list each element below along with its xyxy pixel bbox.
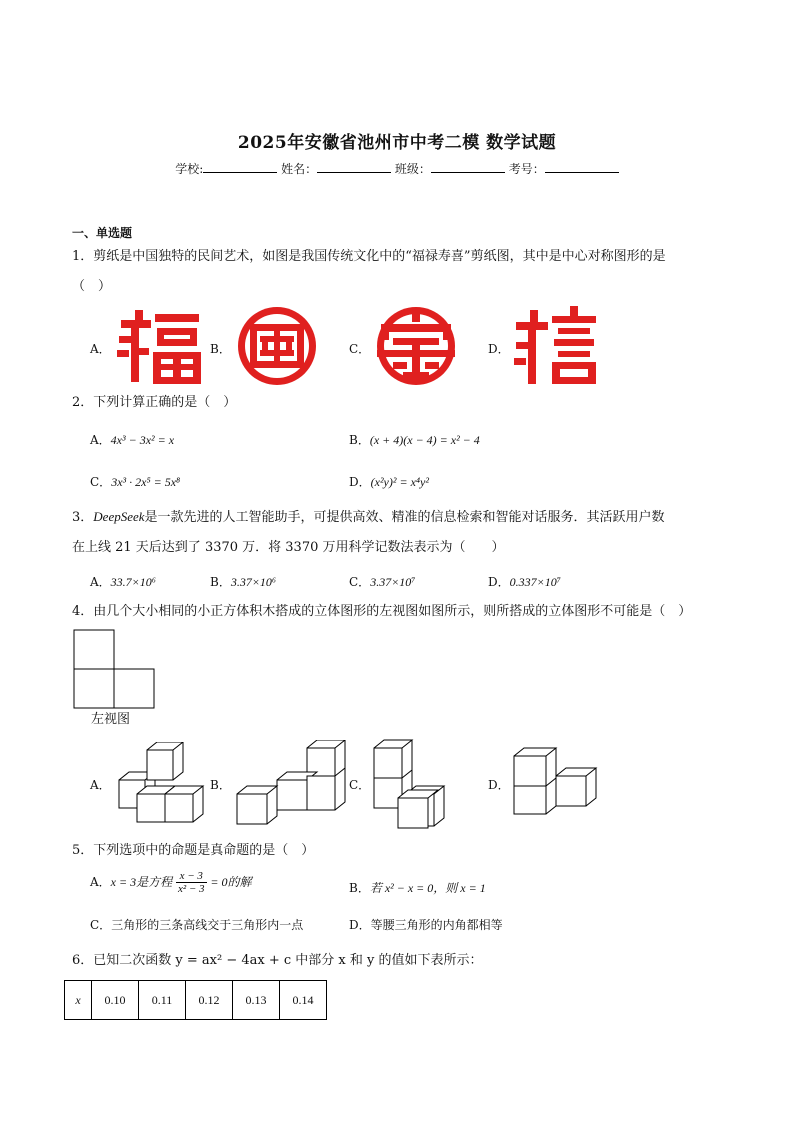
shou-papercut-image <box>375 306 457 386</box>
q1-option-d-label[interactable]: D． <box>488 342 510 356</box>
q4-option-b-label[interactable]: B． <box>210 778 231 792</box>
exam-no-label: 考号： <box>508 162 545 176</box>
q5-option-c[interactable] <box>90 916 303 933</box>
q5-b-label: B． <box>349 881 370 895</box>
q2-a-expr: 4x³ − 3x² = x <box>110 433 175 447</box>
class-blank[interactable] <box>431 161 505 173</box>
q1-stem-line1: 1．剪纸是中国独特的民间艺术，如图是我国传统文化中的“福禄寿喜”剪纸图，其中是中心对称图形的是 <box>72 249 666 264</box>
q2-option-d[interactable] <box>349 473 429 490</box>
q3-line1-text: 是一款先进的人工智能助手，可提供高效、精准的信息检索和智能对话服务．其活跃用户数 <box>144 510 665 525</box>
q1-option-c-label[interactable]: C． <box>349 342 371 356</box>
q2-d-label: D． <box>349 475 371 489</box>
fu-papercut-image <box>117 306 201 386</box>
q1-option-b-label[interactable]: B． <box>210 342 231 356</box>
q4-option-a-label[interactable]: A． <box>90 778 111 792</box>
q5-option-d[interactable] <box>349 916 503 933</box>
q3-a-expr: 33.7×10⁶ <box>110 575 156 589</box>
q4-cube-figure-c <box>372 738 452 830</box>
name-blank[interactable] <box>317 161 391 173</box>
xi-papercut-image <box>514 306 598 386</box>
q5-d-text: 等腰三角形的内角都相等 <box>370 918 503 932</box>
q2-c-expr: 3x³ · 2x⁵ = 5x⁸ <box>111 475 181 489</box>
q1-stem-line2: （ ） <box>72 279 112 294</box>
left-view-caption: 左视图 <box>91 712 131 727</box>
q4-option-d-label[interactable]: D． <box>488 778 510 792</box>
q2-c-label: C． <box>90 475 112 489</box>
q4-cube-figure-b <box>235 740 351 826</box>
table-cell: 0.14 <box>280 981 327 1020</box>
q4-option-c-label[interactable]: C． <box>349 778 371 792</box>
q5-a-post: = 0的解 <box>210 875 252 889</box>
section-heading: 一、单选题 <box>72 226 133 240</box>
q2-b-label: B． <box>349 433 370 447</box>
school-label: 学校: <box>175 162 204 176</box>
table-header-cell: x <box>65 981 92 1020</box>
name-label: 姓名： <box>281 162 318 176</box>
q3-a-label: A． <box>90 575 111 589</box>
q3-stem-line2: 在上线 21 天后达到了 3370 万．将 3370 万用科学记数法表示为（ ） <box>72 540 505 555</box>
q5-a-denominator: x² − 3 <box>177 883 205 895</box>
table-cell: 0.10 <box>92 981 139 1020</box>
q5-a-pre: x = 3是方程 <box>110 875 173 889</box>
q4-stem: 4．由几个大小相同的小正方体积木搭成的立体图形的左视图如图所示，则所搭成的立体图形不可能是（ ） <box>72 604 692 619</box>
q6-stem: 6．已知二次函数 y = ax² − 4ax + c 中部分 x 和 y 的值如下表所示： <box>72 953 483 968</box>
q3-d-label: D． <box>488 575 510 589</box>
q5-option-b[interactable] <box>349 879 486 896</box>
q3-number: 3． <box>72 510 94 525</box>
q3-c-label: C． <box>349 575 371 589</box>
q5-d-label: D． <box>349 918 371 932</box>
left-view-diagram <box>73 629 157 711</box>
q4-cube-figure-d <box>510 744 598 816</box>
q3-stem-line1 <box>72 508 665 527</box>
q2-stem: 2．下列计算正确的是（ ） <box>72 395 237 410</box>
exam-no-blank[interactable] <box>545 161 619 173</box>
q4-cube-figure-a <box>115 742 211 824</box>
q2-d-expr: (x²y)² = x⁴y² <box>370 475 429 489</box>
q3-option-a[interactable] <box>90 573 156 590</box>
q5-stem: 5．下列选项中的命题是真命题的是（ ） <box>72 843 315 858</box>
q2-a-label: A． <box>90 433 111 447</box>
q5-c-text: 三角形的三条高线交于三角形内一点 <box>111 918 304 932</box>
q2-option-c[interactable] <box>90 473 180 490</box>
q5-a-label: A． <box>90 875 111 889</box>
q5-b-text: 若 x² − x = 0，则 x = 1 <box>369 881 486 895</box>
lu-papercut-image <box>236 306 318 386</box>
q2-option-a[interactable] <box>90 431 174 448</box>
table-cell: 0.13 <box>233 981 280 1020</box>
school-blank[interactable] <box>203 161 277 173</box>
q3-b-label: B． <box>210 575 231 589</box>
q3-b-expr: 3.37×10⁶ <box>230 575 277 589</box>
q3-option-b[interactable] <box>210 573 276 590</box>
q5-option-a[interactable] <box>90 870 251 895</box>
q2-b-expr: (x + 4)(x − 4) = x² − 4 <box>369 433 480 447</box>
q3-d-expr: 0.337×10⁷ <box>509 575 561 589</box>
q5-a-fraction <box>176 870 207 895</box>
q3-brand: DeepSeek <box>93 509 145 524</box>
page-title: 2025年安徽省池州市中考二模 数学试题 <box>237 133 557 153</box>
q2-option-b[interactable] <box>349 431 480 448</box>
q5-a-numerator: x − 3 <box>176 870 207 883</box>
q6-value-table <box>64 980 327 1020</box>
q5-c-label: C． <box>90 918 112 932</box>
q1-option-a-label[interactable]: A． <box>90 342 111 356</box>
q3-option-d[interactable] <box>488 573 561 590</box>
table-cell: 0.12 <box>186 981 233 1020</box>
q3-option-c[interactable] <box>349 573 415 590</box>
table-row <box>65 981 327 1020</box>
table-cell: 0.11 <box>139 981 186 1020</box>
class-label: 班级： <box>394 162 431 176</box>
student-info-line <box>0 160 794 177</box>
q3-c-expr: 3.37×10⁷ <box>370 575 416 589</box>
